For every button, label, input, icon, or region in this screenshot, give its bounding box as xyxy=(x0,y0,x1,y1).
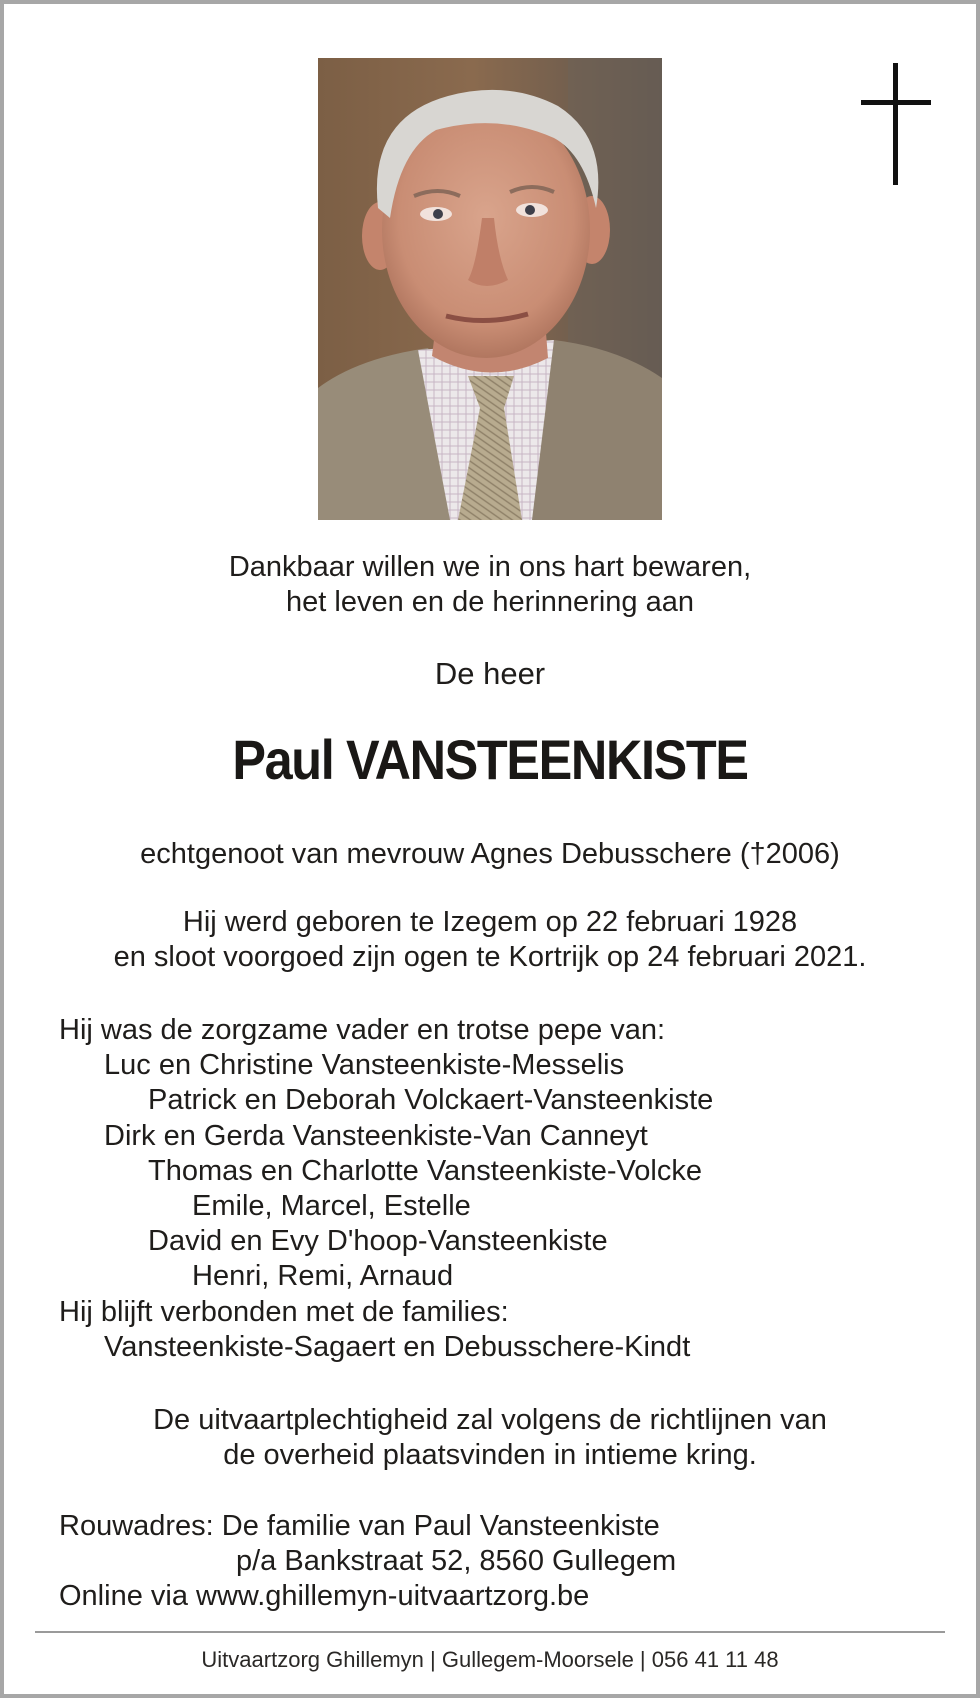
intro-line-1: Dankbaar willen we in ons hart bewaren, xyxy=(228,551,752,583)
deceased-name: Paul VANSTEENKISTE xyxy=(232,728,748,791)
intro-text xyxy=(0,550,980,620)
family-line: Luc en Christine Vansteenkiste-Messelis xyxy=(104,1049,625,1082)
footer-text: Uitvaartzorg Ghillemyn | Gullegem-Moorsele | 056 41 11 48 xyxy=(201,1647,779,1672)
intro-line-2: het leven en de herinnering aan xyxy=(286,586,694,618)
family-list xyxy=(59,1013,713,1365)
ceremony-text xyxy=(0,1403,980,1473)
family-line: Emile, Marcel, Estelle xyxy=(192,1190,471,1223)
families-heading: Hij blijft verbonden met de families: xyxy=(59,1295,509,1328)
address-line-2: p/a Bankstraat 52, 8560 Gullegem xyxy=(236,1545,677,1578)
families-line: Vansteenkiste-Sagaert en Debusschere-Kindt xyxy=(104,1330,691,1363)
cross-icon xyxy=(861,63,931,185)
death-line: en sloot voorgoed zijn ogen te Kortrijk op 24 februari 2021. xyxy=(113,941,867,973)
family-line: Dirk en Gerda Vansteenkiste-Van Canneyt xyxy=(104,1119,648,1152)
birth-line: Hij werd geboren te Izegem op 22 februari 1928 xyxy=(182,906,798,938)
birth-death-text xyxy=(0,905,980,975)
address-line-1: Rouwadres: De familie van Paul Vansteenkiste xyxy=(59,1510,660,1542)
ceremony-line-1: De uitvaartplechtigheid zal volgens de richtlijnen van xyxy=(153,1404,827,1436)
online-link[interactable]: Online via www.ghillemyn-uitvaartzorg.be xyxy=(59,1580,590,1613)
footer-divider xyxy=(35,1631,945,1633)
family-line: David en Evy D'hoop-Vansteenkiste xyxy=(148,1225,608,1258)
ceremony-line-2: de overheid plaatsvinden in intieme kring. xyxy=(223,1439,757,1471)
family-heading: Hij was de zorgzame vader en trotse pepe van: xyxy=(59,1014,666,1046)
family-line: Patrick en Deborah Volckaert-Vansteenkiste xyxy=(148,1084,714,1117)
honorific-title: De heer xyxy=(434,656,546,691)
family-line: Henri, Remi, Arnaud xyxy=(192,1260,454,1293)
portrait-photo xyxy=(318,58,662,520)
family-line: Thomas en Charlotte Vansteenkiste-Volcke xyxy=(148,1154,702,1187)
spouse-line: echtgenoot van mevrouw Agnes Debusschere (†2006) xyxy=(140,838,840,870)
mourning-address xyxy=(59,1509,676,1615)
